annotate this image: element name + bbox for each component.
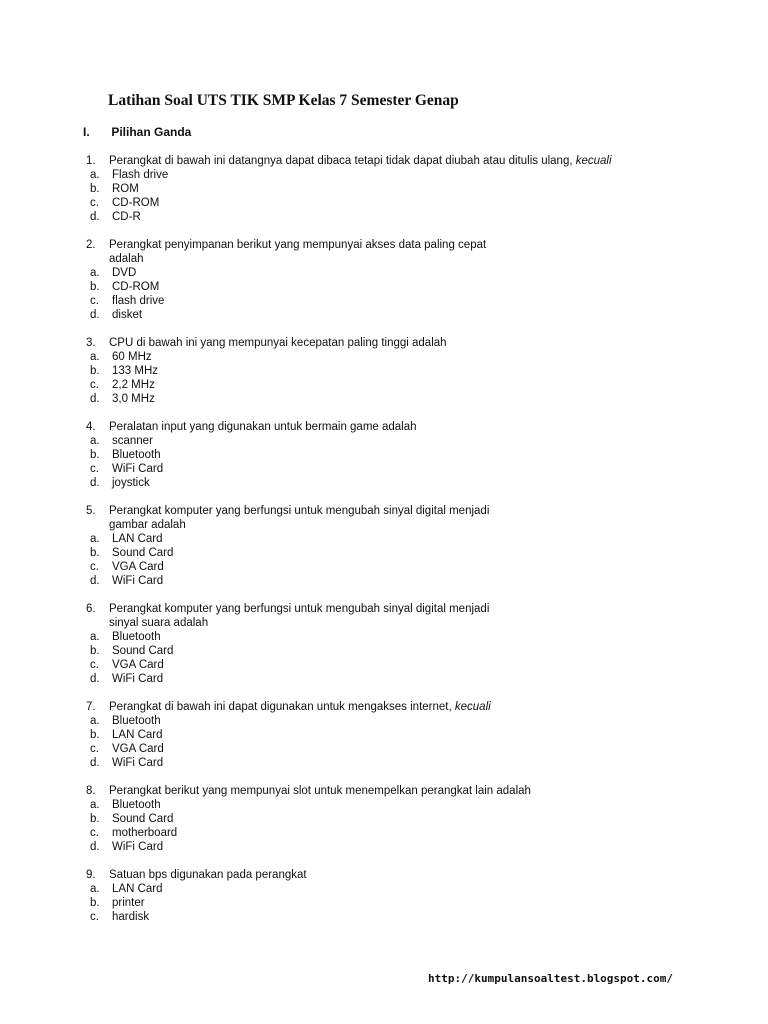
- question-text-content: Perangkat di bawah ini dapat digunakan untuk mengakses internet,: [109, 701, 452, 713]
- answer-option: [0, 182, 768, 196]
- option-text: Sound Card: [112, 645, 174, 657]
- question-emphasis: kecuali: [575, 155, 612, 167]
- option-text: motherboard: [112, 827, 178, 839]
- question-number: 6.: [86, 603, 96, 615]
- section-label: Pilihan Ganda: [111, 125, 192, 139]
- option-text: WiFi Card: [112, 673, 164, 685]
- option-text: 3,0 MHz: [112, 393, 155, 405]
- answer-option: [0, 812, 768, 826]
- question-item: [0, 504, 768, 588]
- option-text: printer: [112, 897, 145, 909]
- answer-option: [0, 714, 768, 728]
- option-text: Bluetooth: [112, 631, 161, 643]
- question-text-content: Perangkat komputer yang berfungsi untuk mengubah sinyal digital menjadi: [109, 603, 490, 615]
- answer-option: [0, 462, 768, 476]
- option-text: scanner: [112, 435, 153, 447]
- option-text: VGA Card: [112, 659, 164, 671]
- question-text-content: Peralatan input yang digunakan untuk bermain game adalah: [109, 421, 417, 433]
- option-letter: b.: [90, 897, 100, 909]
- answer-option: [0, 434, 768, 448]
- option-text: CD-ROM: [112, 197, 160, 209]
- question-text: [109, 154, 612, 168]
- question-text: [109, 616, 208, 630]
- option-letter: a.: [90, 715, 100, 727]
- question-number: 1.: [86, 155, 96, 167]
- option-letter: d.: [90, 673, 100, 685]
- answer-option: [0, 574, 768, 588]
- option-text: Sound Card: [112, 547, 174, 559]
- option-letter: a.: [90, 799, 100, 811]
- answer-option: [0, 826, 768, 840]
- question-text: [109, 518, 186, 532]
- answer-option: [0, 560, 768, 574]
- option-text: flash drive: [112, 295, 165, 307]
- option-letter: a.: [90, 435, 100, 447]
- option-letter: a.: [90, 169, 100, 181]
- option-text: VGA Card: [112, 561, 164, 573]
- answer-option: [0, 896, 768, 910]
- question-line-continued: [0, 252, 768, 266]
- option-letter: d.: [90, 757, 100, 769]
- answer-option: [0, 280, 768, 294]
- question-number: 3.: [86, 337, 96, 349]
- question-text-content: Perangkat berikut yang mempunyai slot untuk menempelkan perangkat lain adalah: [109, 785, 531, 797]
- question-text-content: Satuan bps digunakan pada perangkat: [109, 869, 307, 881]
- footer-url[interactable]: http://kumpulansoaltest.blogspot.com/: [428, 972, 674, 985]
- question-item: [0, 238, 768, 322]
- option-text: 133 MHz: [112, 365, 159, 377]
- option-text: CD-R: [112, 211, 141, 223]
- question-number: 5.: [86, 505, 96, 517]
- question-line: [0, 784, 768, 798]
- question-text: [109, 602, 489, 616]
- option-text: WiFi Card: [112, 463, 164, 475]
- option-text: hardisk: [112, 911, 150, 923]
- question-text: [109, 420, 417, 434]
- option-letter: b.: [90, 449, 100, 461]
- option-letter: d.: [90, 477, 100, 489]
- option-text: WiFi Card: [112, 575, 164, 587]
- answer-option: [0, 644, 768, 658]
- answer-option: [0, 266, 768, 280]
- option-letter: b.: [90, 645, 100, 657]
- option-text: LAN Card: [112, 533, 163, 545]
- question-item: [0, 602, 768, 686]
- question-text-content: Perangkat penyimpanan berikut yang mempunyai akses data paling cepat: [109, 239, 487, 251]
- answer-option: [0, 798, 768, 812]
- document-title: Latihan Soal UTS TIK SMP Kelas 7 Semester Genap: [108, 92, 459, 109]
- option-letter: d.: [90, 211, 100, 223]
- option-letter: c.: [90, 197, 99, 209]
- question-number: 7.: [86, 701, 96, 713]
- option-letter: b.: [90, 729, 100, 741]
- option-text: Flash drive: [112, 169, 169, 181]
- question-text: [109, 336, 447, 350]
- option-letter: a.: [90, 351, 100, 363]
- question-text-content: Perangkat komputer yang berfungsi untuk mengubah sinyal digital menjadi: [109, 505, 490, 517]
- option-letter: c.: [90, 659, 99, 671]
- option-letter: a.: [90, 883, 100, 895]
- question-text: [109, 868, 307, 882]
- question-item: [0, 336, 768, 406]
- option-text: 60 MHz: [112, 351, 152, 363]
- answer-option: [0, 882, 768, 896]
- answer-option: [0, 168, 768, 182]
- option-text: LAN Card: [112, 729, 163, 741]
- answer-option: [0, 364, 768, 378]
- option-text: VGA Card: [112, 743, 164, 755]
- answer-option: [0, 308, 768, 322]
- question-line: [0, 700, 768, 714]
- question-text: [109, 700, 491, 714]
- question-text-content: adalah: [109, 253, 144, 265]
- option-letter: b.: [90, 183, 100, 195]
- option-letter: c.: [90, 911, 99, 923]
- option-letter: c.: [90, 295, 99, 307]
- option-text: 2,2 MHz: [112, 379, 155, 391]
- option-letter: b.: [90, 281, 100, 293]
- question-text: [109, 252, 144, 266]
- question-number: 2.: [86, 239, 96, 251]
- question-line: [0, 868, 768, 882]
- answer-option: [0, 196, 768, 210]
- answer-option: [0, 630, 768, 644]
- option-text: DVD: [112, 267, 137, 279]
- question-text-content: sinyal suara adalah: [109, 617, 209, 629]
- answer-option: [0, 546, 768, 560]
- question-item: [0, 784, 768, 854]
- section-heading: [83, 125, 191, 139]
- option-text: WiFi Card: [112, 841, 164, 853]
- question-number: 9.: [86, 869, 96, 881]
- question-line: [0, 336, 768, 350]
- option-text: disket: [112, 309, 143, 321]
- answer-option: [0, 658, 768, 672]
- option-letter: b.: [90, 547, 100, 559]
- question-number: 4.: [86, 421, 96, 433]
- answer-option: [0, 728, 768, 742]
- option-letter: a.: [90, 267, 100, 279]
- question-line: [0, 504, 768, 518]
- question-list: [0, 154, 768, 938]
- question-text: [109, 238, 486, 252]
- option-text: LAN Card: [112, 883, 163, 895]
- question-emphasis: kecuali: [454, 701, 491, 713]
- answer-option: [0, 294, 768, 308]
- option-text: CD-ROM: [112, 281, 160, 293]
- option-text: Bluetooth: [112, 799, 161, 811]
- option-letter: d.: [90, 575, 100, 587]
- answer-option: [0, 392, 768, 406]
- option-text: ROM: [112, 183, 139, 195]
- question-text: [109, 504, 489, 518]
- option-letter: a.: [90, 631, 100, 643]
- option-letter: d.: [90, 841, 100, 853]
- question-item: [0, 700, 768, 770]
- question-text-content: Perangkat di bawah ini datangnya dapat dibaca tetapi tidak dapat diubah atau ditulis ulang,: [109, 155, 573, 167]
- answer-option: [0, 210, 768, 224]
- question-line-continued: [0, 518, 768, 532]
- option-text: joystick: [112, 477, 150, 489]
- option-letter: d.: [90, 393, 100, 405]
- answer-option: [0, 350, 768, 364]
- question-item: [0, 420, 768, 490]
- question-line: [0, 238, 768, 252]
- option-text: Sound Card: [112, 813, 174, 825]
- option-text: WiFi Card: [112, 757, 164, 769]
- question-text: [109, 784, 531, 798]
- answer-option: [0, 532, 768, 546]
- question-number: 8.: [86, 785, 96, 797]
- option-letter: a.: [90, 533, 100, 545]
- option-letter: c.: [90, 827, 99, 839]
- answer-option: [0, 378, 768, 392]
- option-letter: b.: [90, 365, 100, 377]
- option-letter: d.: [90, 309, 100, 321]
- question-line: [0, 420, 768, 434]
- answer-option: [0, 742, 768, 756]
- question-text-content: gambar adalah: [109, 519, 186, 531]
- option-letter: c.: [90, 379, 99, 391]
- question-line: [0, 602, 768, 616]
- question-item: [0, 154, 768, 224]
- option-text: Bluetooth: [112, 449, 161, 461]
- answer-option: [0, 476, 768, 490]
- answer-option: [0, 840, 768, 854]
- question-item: [0, 868, 768, 924]
- section-number: I.: [83, 125, 90, 139]
- option-letter: c.: [90, 463, 99, 475]
- question-text-content: CPU di bawah ini yang mempunyai kecepatan paling tinggi adalah: [109, 337, 447, 349]
- question-line-continued: [0, 616, 768, 630]
- option-letter: b.: [90, 813, 100, 825]
- option-letter: c.: [90, 561, 99, 573]
- option-text: Bluetooth: [112, 715, 161, 727]
- option-letter: c.: [90, 743, 99, 755]
- answer-option: [0, 910, 768, 924]
- question-line: [0, 154, 768, 168]
- answer-option: [0, 672, 768, 686]
- answer-option: [0, 756, 768, 770]
- answer-option: [0, 448, 768, 462]
